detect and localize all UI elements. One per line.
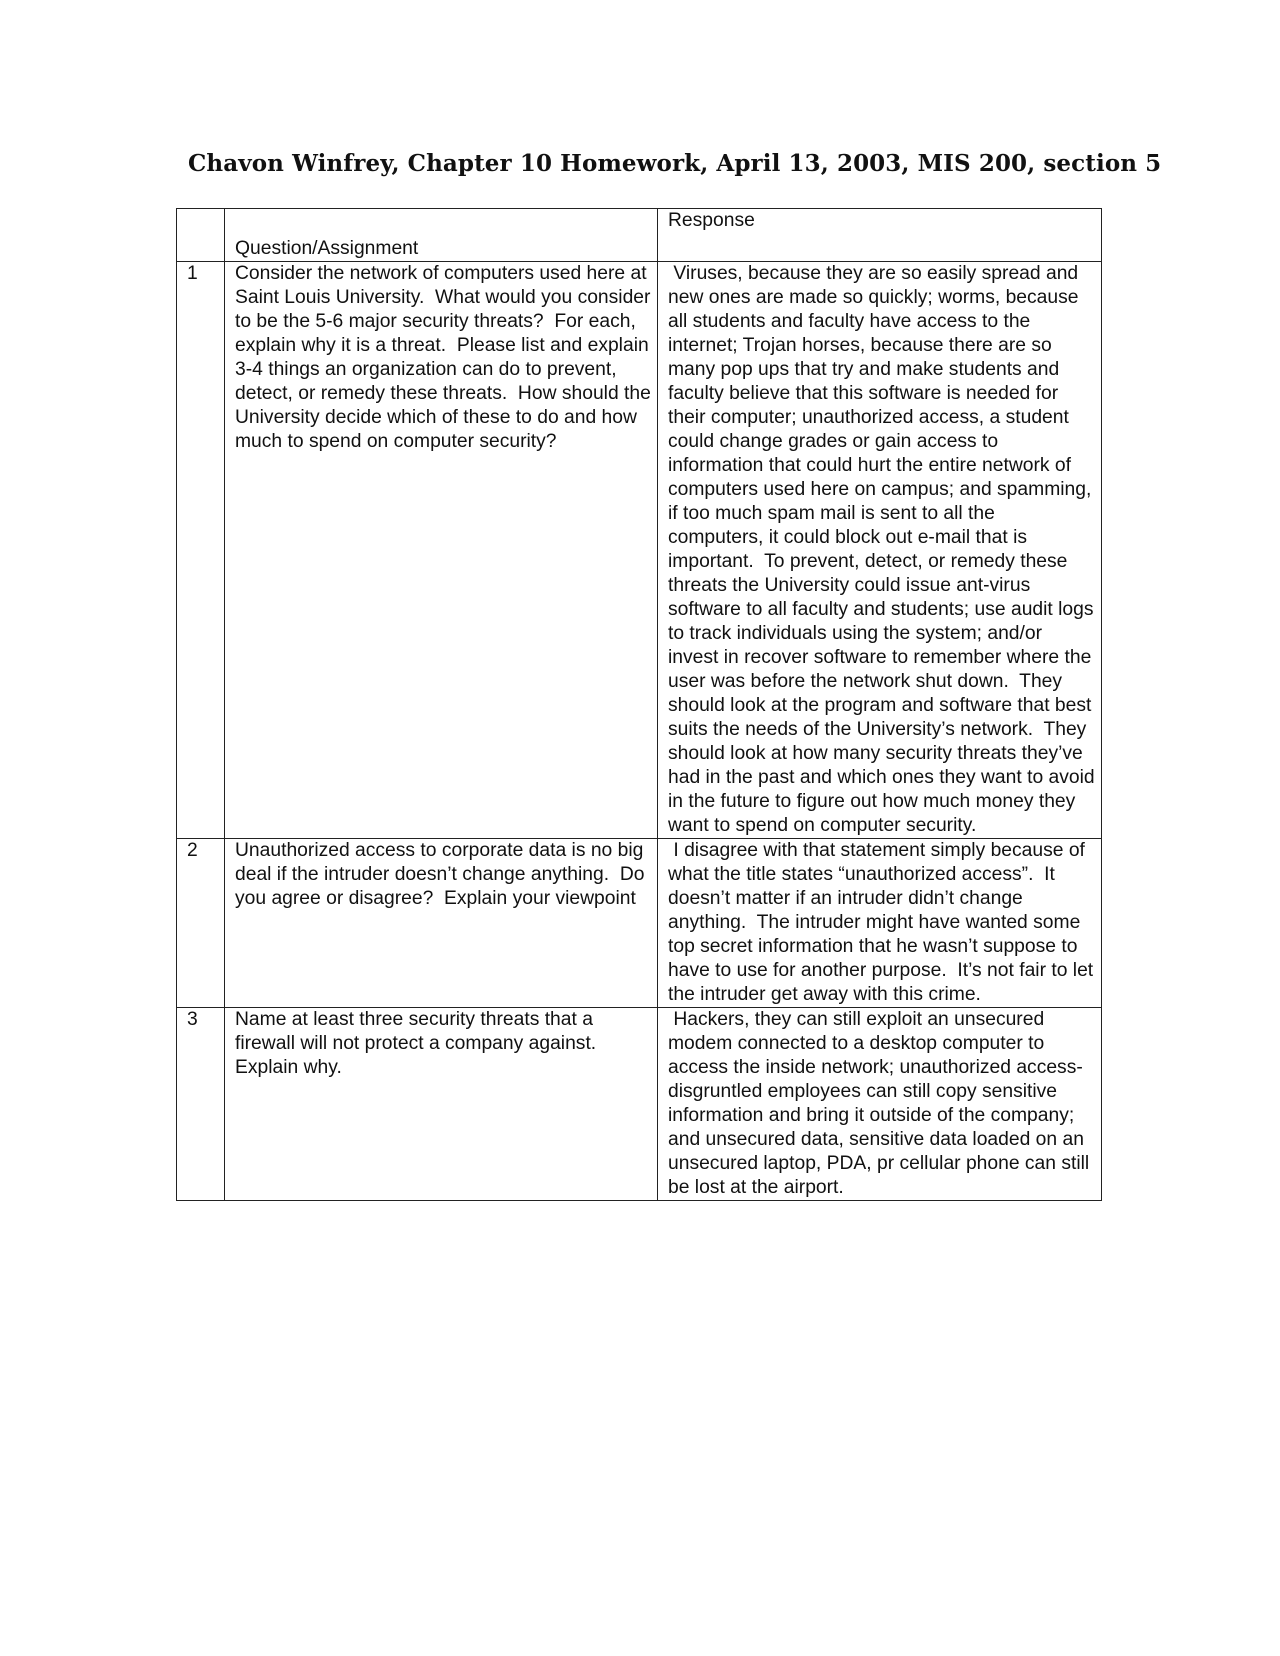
response-cell: Hackers, they can still exploit an unsecured modem connected to a desktop computer to access the inside network; unauthorized access- disgruntled employees can still copy sensitive information and bring it outside of the company; and unsecured data, sensitive data loaded on an unsecured laptop, PDA, pr cellular phone can still be lost at the airport. bbox=[658, 1008, 1102, 1201]
table-row bbox=[177, 262, 1102, 839]
response-cell: I disagree with that statement simply because of what the title states “unauthorized access”. It doesn’t matter if an intruder didn’t change anything. The intruder might have wanted some top secret information that he wasn’t suppose to have to use for another purpose. It’s not fair to let the intruder get away with this crime. bbox=[658, 839, 1102, 1008]
question-cell: Name at least three security threats that a firewall will not protect a company against. Explain why. bbox=[225, 1008, 658, 1201]
header-number-cell bbox=[177, 209, 225, 262]
table-header-row bbox=[177, 209, 1102, 262]
table-row bbox=[177, 1008, 1102, 1201]
header-question-cell: Question/Assignment bbox=[225, 209, 658, 262]
question-cell: Consider the network of computers used here at Saint Louis University. What would you consider to be the 5-6 major security threats? For each, explain why it is a threat. Please list and explain 3-4 things an organization can do to prevent, detect, or remedy these threats. How should the University decide which of these to do and how much to spend on computer security? bbox=[225, 262, 658, 839]
response-cell: Viruses, because they are so easily spread and new ones are made so quickly; worms, because all students and faculty have access to the internet; Trojan horses, because there are so many pop ups that try and make students and faculty believe that this software is needed for their computer; unauthorized access, a student could change grades or gain access to information that could hurt the entire network of computers used here on campus; and spamming, if too much spam mail is sent to all the computers, it could block out e-mail that is important. To prevent, detect, or remedy these threats the University could issue ant-virus software to all faculty and students; use audit logs to track individuals using the system; and/or invest in recover software to remember where the user was before the network shut down. They should look at the program and software that best suits the needs of the University’s network. They should look at how many security threats they’ve had in the past and which ones they want to avoid in the future to figure out how much money they want to spend on computer security. bbox=[658, 262, 1102, 839]
document-title: Chavon Winfrey, Chapter 10 Homework, April 13, 2003, MIS 200, section 5 bbox=[188, 150, 1162, 177]
table-row bbox=[177, 839, 1102, 1008]
row-number-cell: 1 bbox=[177, 262, 225, 839]
row-number-cell: 3 bbox=[177, 1008, 225, 1201]
homework-table bbox=[176, 208, 1102, 1201]
question-cell: Unauthorized access to corporate data is no big deal if the intruder doesn’t change anything. Do you agree or disagree? Explain your viewpoint bbox=[225, 839, 658, 1008]
header-response-cell: Response bbox=[658, 209, 1102, 262]
row-number-cell: 2 bbox=[177, 839, 225, 1008]
